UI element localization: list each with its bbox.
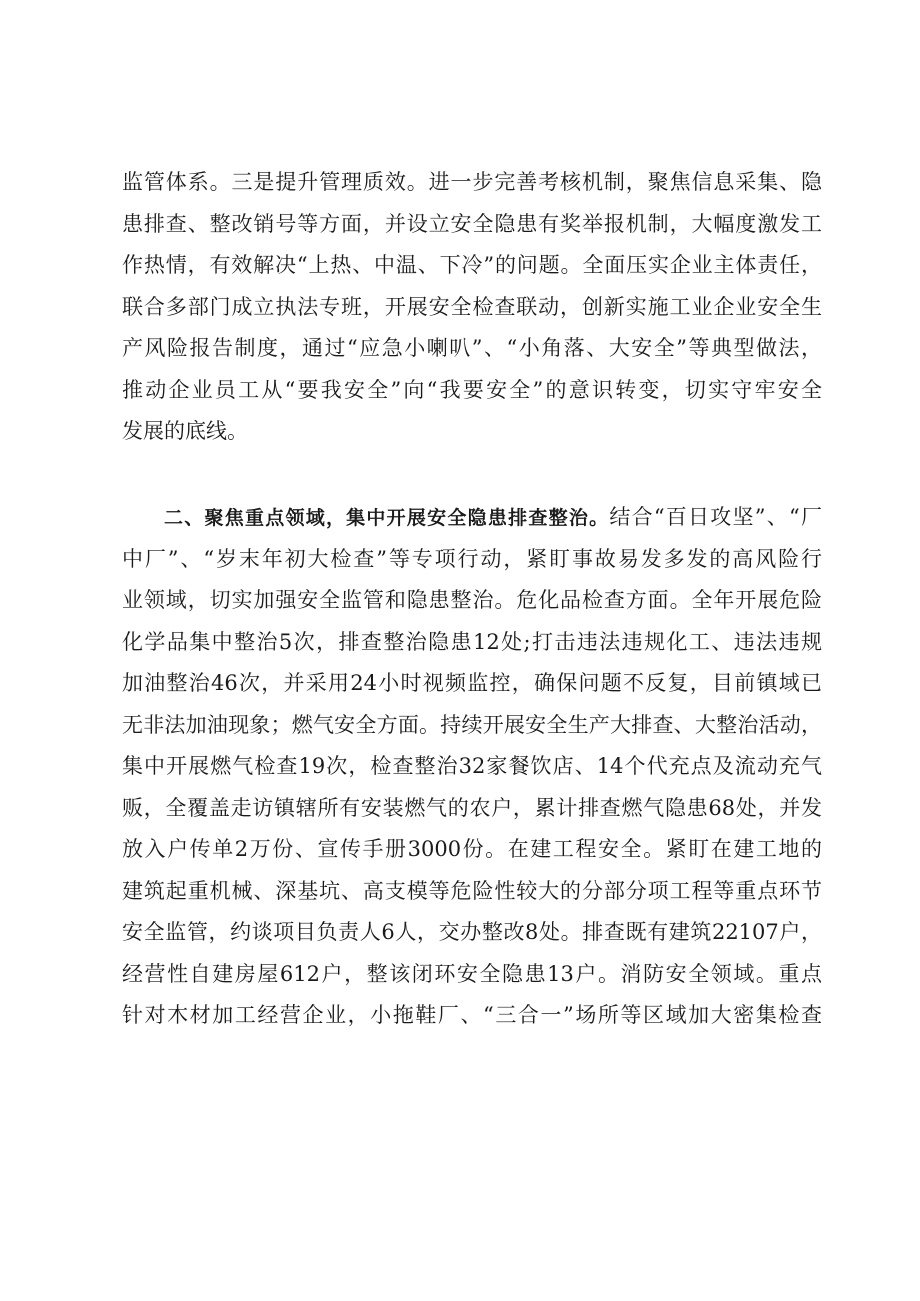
text-line: 联合多部门成立执法专班，开展安全检查联动，创新实施工业企业安全生 (122, 294, 822, 319)
section-heading: 二、聚焦重点领域，集中开展安全隐患排查整治。 (164, 507, 610, 529)
paragraph-2 (122, 497, 822, 1037)
text-line: 作热情，有效解决“上热、中温、下冷”的问题。全面压实企业主体责任， (122, 253, 822, 277)
text-line: 推动企业员工从“要我安全”向“我要安全”的意识转变，切实守牢安全 (122, 377, 822, 402)
text-line: 产风险报告制度，通过“应急小喇叭”、“小角落、大安全”等典型做法， (122, 336, 822, 360)
paragraph-1 (122, 162, 822, 453)
text-line: 建筑起重机械、深基坑、高支模等危险性较大的分部分项工程等重点环节 (122, 878, 822, 903)
paragraph-first-line (122, 497, 822, 539)
text-line: 安全监管，约谈项目负责人6人，交办整改8处。排查既有建筑22107户， (122, 920, 822, 944)
text-line: 针对木材加工经营企业，小拖鞋厂、“三合一”场所等区域加大密集检查 (122, 1003, 822, 1027)
first-line-text: 结合“百日攻坚”、“厂 (609, 505, 822, 529)
text-line: 无非法加油现象；燃气安全方面。持续开展安全生产大排查、大整治活动， (122, 712, 822, 737)
text-line: 发展的底线。 (122, 419, 248, 443)
text-line: 集中开展燃气检查19次，检查整治32家餐饮店、14个代充点及流动充气 (122, 754, 822, 778)
text-line: 放入户传单2万份、宣传手册3000份。在建工程安全。紧盯在建工地的 (122, 837, 822, 861)
text-line: 经营性自建房屋612户，整该闭环安全隐患13户。消防安全领域。重点 (122, 961, 822, 986)
text-line: 化学品集中整治5次，排查整治隐患12处;打击违法违规化工、违法违规 (122, 629, 822, 654)
text-line: 患排查、整改销号等方面，并设立安全隐患有奖举报机制，大幅度激发工 (122, 211, 822, 236)
text-line: 中厂”、“岁末年初大检查”等专项行动，紧盯事故易发多发的高风险行 (122, 546, 822, 571)
text-line: 业领域，切实加强安全监管和隐患整治。危化品检查方面。全年开展危险 (122, 588, 822, 612)
text-line: 加油整治46次，并采用24小时视频监控，确保问题不反复，目前镇域已 (122, 671, 822, 695)
text-line: 监管体系。三是提升管理质效。进一步完善考核机制，聚焦信息采集、隐 (122, 170, 822, 194)
text-line: 贩，全覆盖走访镇辖所有安装燃气的农户，累计排查燃气隐患68处，并发 (122, 795, 822, 820)
